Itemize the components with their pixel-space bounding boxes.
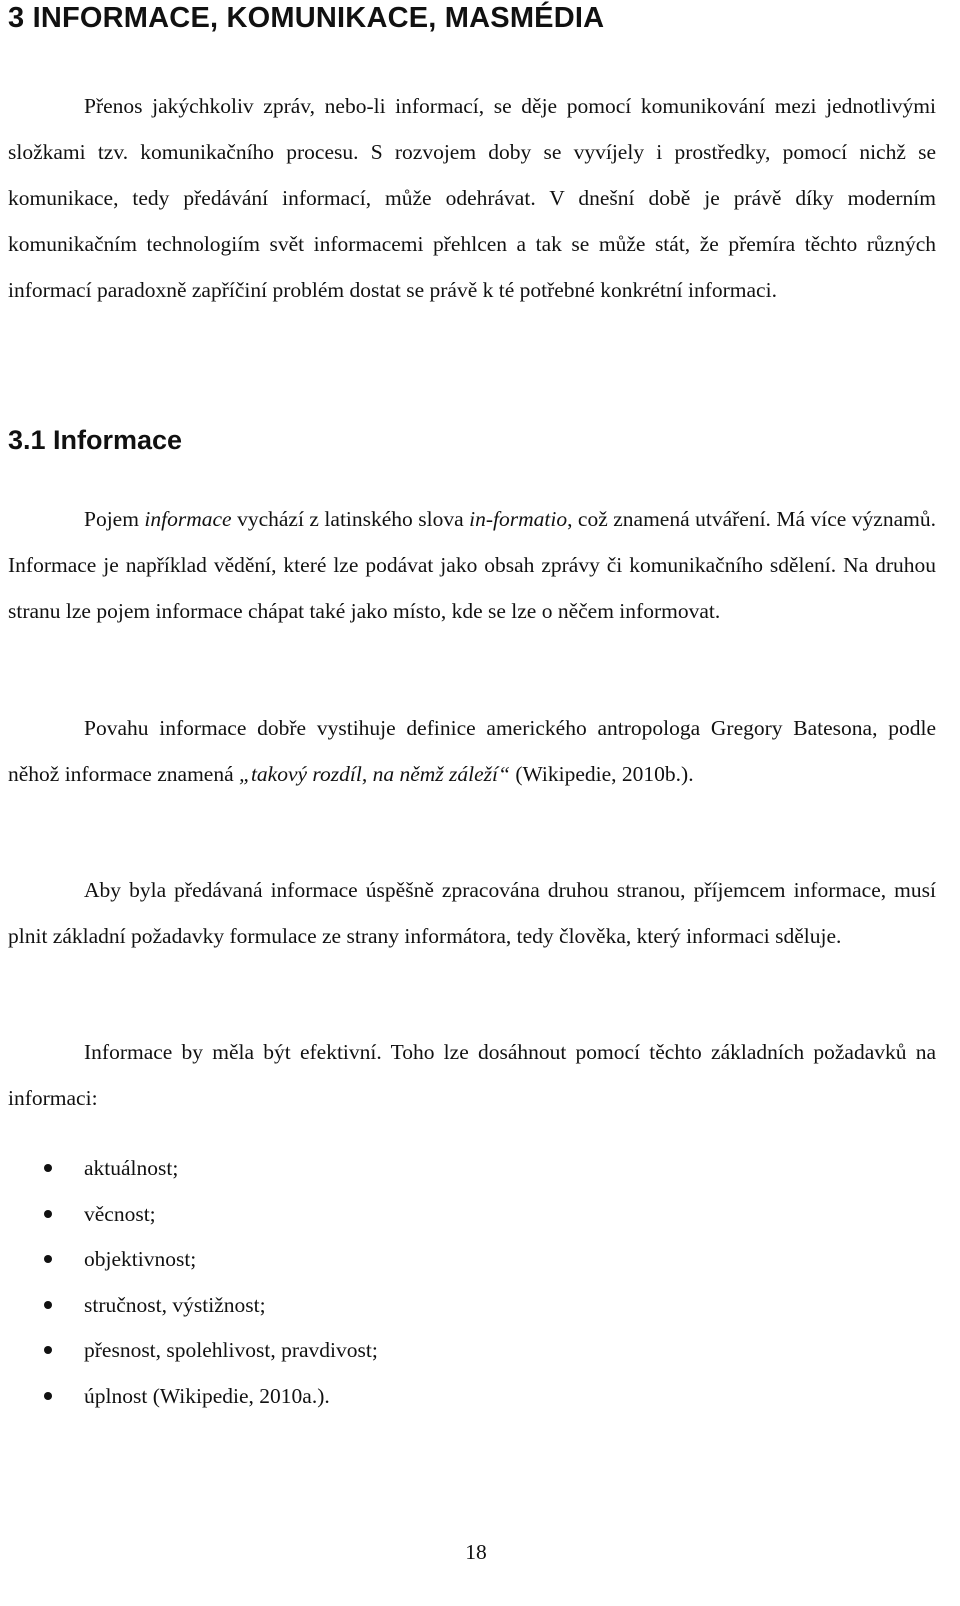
chapter-title: 3 INFORMACE, KOMUNIKACE, MASMÉDIA: [8, 2, 605, 34]
list-item: [8, 1237, 378, 1283]
list-item: [8, 1328, 378, 1374]
transfer-paragraph: Aby byla předávaná informace úspěšně zpracována druhou stranou, příjemcem informace, musí plnit základní požadavky formulace ze strany informátora, tedy člověka, který informaci sděluje.: [8, 878, 936, 948]
list-item-label: věcnost;: [84, 1201, 156, 1226]
bateson-text-1: Povahu informace dobře vystihuje definice amerického antropologa Gregory Batesona, podle něhož informace znamená: [8, 716, 936, 786]
list-item-label: aktuálnost;: [84, 1156, 179, 1180]
bullet-icon: [44, 1255, 52, 1263]
bateson-citation: (Wikipedie, 2010b.).: [509, 762, 694, 786]
bullet-icon: [44, 1301, 52, 1309]
list-item: [8, 1146, 378, 1192]
list-item: [8, 1374, 378, 1420]
list-item: [8, 1283, 378, 1329]
list-item-label: objektivnost;: [84, 1247, 197, 1271]
definition-paragraph: [8, 496, 936, 634]
list-item-label: stručnost, výstižnost;: [84, 1292, 266, 1317]
page-number: 18: [465, 1540, 487, 1564]
definition-text-2: vychází z latinského slova: [231, 507, 470, 531]
bullet-icon: [44, 1164, 52, 1172]
bullet-icon: [44, 1210, 52, 1218]
bullet-icon: [44, 1392, 52, 1400]
bateson-quote: „takový rozdíl, na němž záleží“: [239, 762, 510, 786]
latin-term: in-formatio: [469, 507, 568, 531]
definition-text-1: Pojem: [84, 507, 145, 531]
section-title: 3.1 Informace: [8, 425, 183, 455]
efficiency-paragraph: Informace by měla být efektivní. Toho lze dosáhnout pomocí těchto základních požadavků na informaci:: [8, 1040, 936, 1110]
list-item-label: přesnost, spolehlivost, pravdivost;: [84, 1338, 378, 1362]
requirements-list: [8, 1146, 378, 1419]
list-item-label: úplnost (Wikipedie, 2010a.).: [84, 1383, 330, 1408]
bateson-paragraph: [8, 705, 936, 797]
bullet-icon: [44, 1346, 52, 1354]
list-item: [8, 1192, 378, 1238]
definition-text-3: , což znamená utváření. Má více významů. Informace je například vědění, které lze podávat jako obsah zprávy či komunikačního sdělení. Na druhou stranu lze pojem informace chápat také jako místo, kde se lze o něčem informovat.: [8, 507, 936, 623]
intro-paragraph: Přenos jakýchkoliv zpráv, nebo-li informací, se děje pomocí komunikování mezi jednotlivými složkami tzv. komunikačního procesu. S rozvojem doby se vyvíjely i prostředky, pomocí nichž se komunikace, tedy předávání informací, může odehrávat. V dnešní době je právě díky moderním komunikačním technologiím svět informacemi přehlcen a tak se může stát, že přemíra těchto různých informací paradoxně zapříčiní problém dostat se právě k té potřebné konkrétní informaci.: [8, 94, 936, 302]
term-informace: informace: [144, 507, 232, 531]
